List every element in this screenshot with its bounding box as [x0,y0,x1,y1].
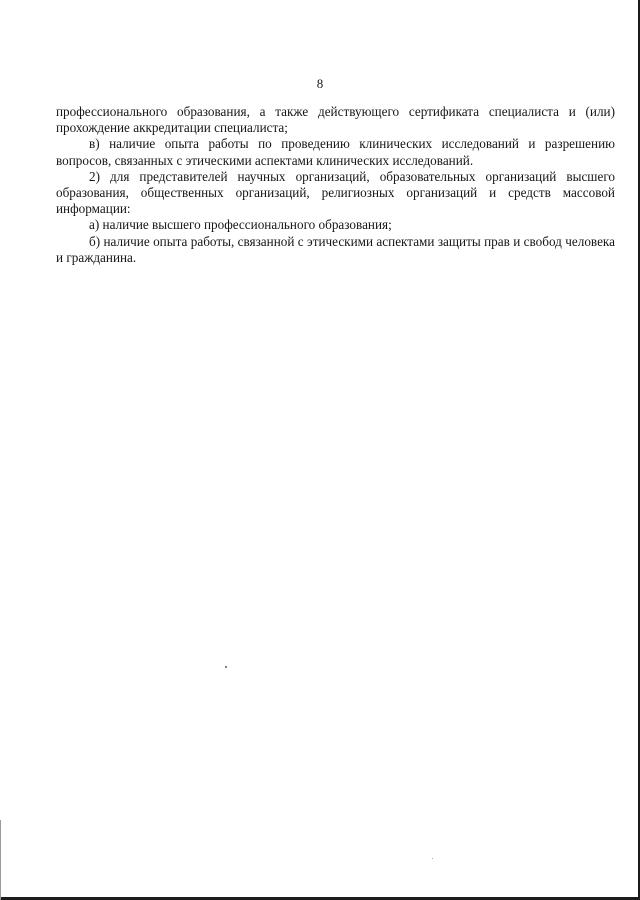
paragraph-item-a: а) наличие высшего профессионального образования; [89,217,392,233]
page-number: 8 [316,76,324,91]
paragraph-item-2: 2) для представителей научных организаций, образовательных организаций высшего образования, общественных организаций, религиозных организаций и средств массовой информации: [56,168,615,217]
paragraph-item-b: б) наличие опыта работы, связанной с этическими аспектами защиты прав и свобод человека и гражданина. [56,233,615,265]
document-body [56,104,615,266]
scan-speck [225,666,227,668]
scan-speck [432,858,433,859]
scan-edge-left [0,820,1,900]
paragraph-continuation: профессионального образования, а также действующего сертификата специалиста и (или) прохождение аккредитации специалиста; [56,104,615,136]
paragraph-item-v: в) наличие опыта работы по проведению клинических исследований и разрешению вопросов, связанных с этическими аспектами клинических исследований. [56,136,615,168]
